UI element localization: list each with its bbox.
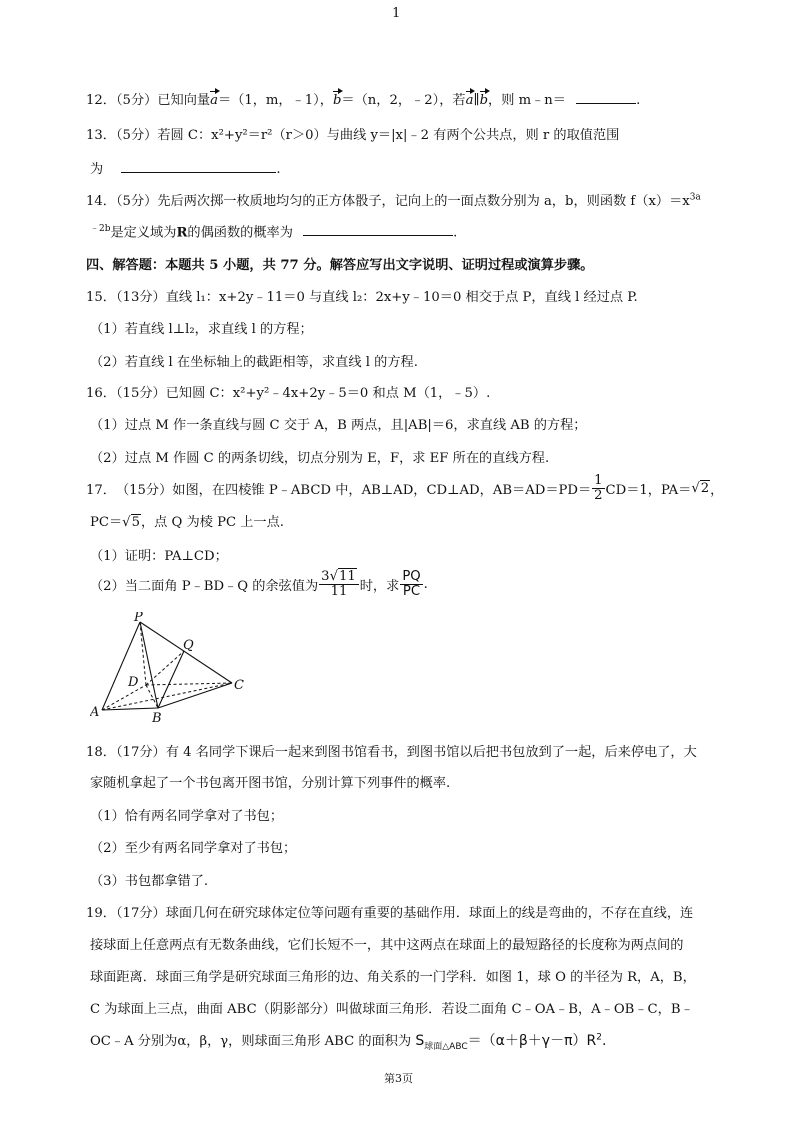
q15-part2: （2）若直线 l 在坐标轴上的截距相等，求直线 l 的方程. <box>90 355 418 370</box>
label-B: B <box>152 711 162 724</box>
page-footer: 第3页 <box>384 1072 413 1085</box>
fraction-cosine: $\frac{3√11}{11}$ <box>319 570 359 599</box>
q16-part2: （2）过点 M 作圆 C 的两条切线，切点分别为 E，F，求 EF 所在的直线方程. <box>90 451 550 466</box>
vector-a: a <box>210 93 218 108</box>
area-formula: $S_{球面\triangle ABC}=(\alpha+\beta+\gamma-\pi)R^2$. <box>415 1032 607 1052</box>
question-12: 12．（5分）已知向量a＝（1，m，﹣1），b＝（n，2，﹣2），若a∥b，则 m﹣n＝ . <box>86 93 641 108</box>
label-P: P <box>134 612 143 625</box>
q19-line2: 接球面上任意两点有无数条曲线，它们长短不一，其中这两点在球面上的最短路径的长度称为两点间的 <box>90 938 684 953</box>
label-A: A <box>90 705 100 720</box>
q12-number: 12． <box>86 93 116 108</box>
answer-blank[interactable] <box>121 160 276 173</box>
q18-part2: （2）至少有两名同学拿对了书包； <box>90 841 297 856</box>
pyramid-figure <box>90 612 260 724</box>
question-16: 16．（15分）已知圆 C：x²+y²﹣4x+2y﹣5＝0 和点 M（1，﹣5）. <box>86 386 491 401</box>
sqrt-5: √5 <box>122 515 140 530</box>
q17-part1: （1）证明：PA⊥CD； <box>90 549 228 564</box>
question-15: 15．（13分）直线 l₁：x+2y﹣11＝0 与直线 l₂：2x+y﹣10＝0 相交于点 P，直线 l 经过点 P. <box>86 290 638 305</box>
sqrt-2: √2 <box>691 480 710 496</box>
question-19: 19．（17分）球面几何在研究球体定位等问题有重要的基础作用．球面上的线是弯曲的，不存在直线，连 <box>86 906 694 921</box>
q18-part3: （3）书包都拿错了. <box>90 874 209 889</box>
label-D: D <box>128 675 139 690</box>
fraction-pq-pc: $\frac{PQ}{PC}$ <box>402 569 421 599</box>
q16-part1: （1）过点 M 作一条直线与圆 C 交于 A，B 两点，且|AB|＝6，求直线 AB 的方程； <box>90 418 587 433</box>
question-18: 18．（17分）有 4 名同学下课后一起来到图书馆看书，到图书馆以后把书包放到了一起，后来停电了，大 <box>86 745 697 760</box>
question-13-line2: 为 . <box>90 162 281 177</box>
question-13: 13．（5分）若圆 C：x²+y²＝r²（r＞0）与曲线 y＝|x|﹣2 有两个公共点，则 r 的取值范围 <box>86 128 620 143</box>
question-14-line2: $^{﹣2b}$是定义域为R的偶函数的概率为 . <box>90 224 458 241</box>
q17-part2: （2）当二面角 P﹣BD﹣Q 的余弦值为 $\frac{3√11}{11}$ 时，求 $\frac{PQ}{PC}$ . <box>90 569 428 599</box>
q18-part1: （1）恰有两名同学拿对了书包； <box>90 809 284 824</box>
question-17: 17． （15分）如图，在四棱锥 P﹣ABCD 中，AB⊥AD，CD⊥AD，AB＝AD＝PD＝ $\frac{1}{2}$ CD＝1，PA＝ √2 ， <box>86 473 724 503</box>
label-C: C <box>234 678 244 693</box>
answer-blank[interactable] <box>576 91 636 104</box>
question-17-line2: PC＝√5，点 Q 为棱 PC 上一点. <box>90 515 284 530</box>
q19-line5: OC﹣A 分别为α，β，γ，则球面三角形 ABC 的面积为 $S_{球面\triangle ABC}=(\alpha+\beta+\gamma-\pi)R^2$. <box>90 1032 607 1052</box>
page-top-number: 1 <box>392 6 401 21</box>
q19-line3: 球面距离．球面三角学是研究球面三角形的边、角关系的一门学科．如图 1，球 O 的半径为 R，A，B， <box>90 970 696 985</box>
q18-line2: 家随机拿起了一个书包离开图书馆，分别计算下列事件的概率. <box>90 776 451 791</box>
q19-line4: C 为球面上三点，曲面 ABC（阴影部分）叫做球面三角形．若设二面角 C﹣OA﹣B，A﹣OB﹣C，B﹣ <box>90 1002 694 1017</box>
question-14: 14．（5分）先后两次掷一枚质地均匀的正方体骰子，记向上的一面点数分别为 a，b，则函数 $f(x)=x^{3a}$ <box>86 192 701 209</box>
section-heading: 四、解答题：本题共 5 小题，共 77 分。解答应写出文字说明、证明过程或演算步骤。 <box>86 258 594 273</box>
vector-b: b <box>332 93 342 108</box>
label-Q: Q <box>183 638 194 653</box>
fraction-one-half: $\frac{1}{2}$ <box>594 473 603 503</box>
answer-blank[interactable] <box>303 223 453 236</box>
q15-part1: （1）若直线 l⊥l₂，求直线 l 的方程； <box>90 322 313 337</box>
